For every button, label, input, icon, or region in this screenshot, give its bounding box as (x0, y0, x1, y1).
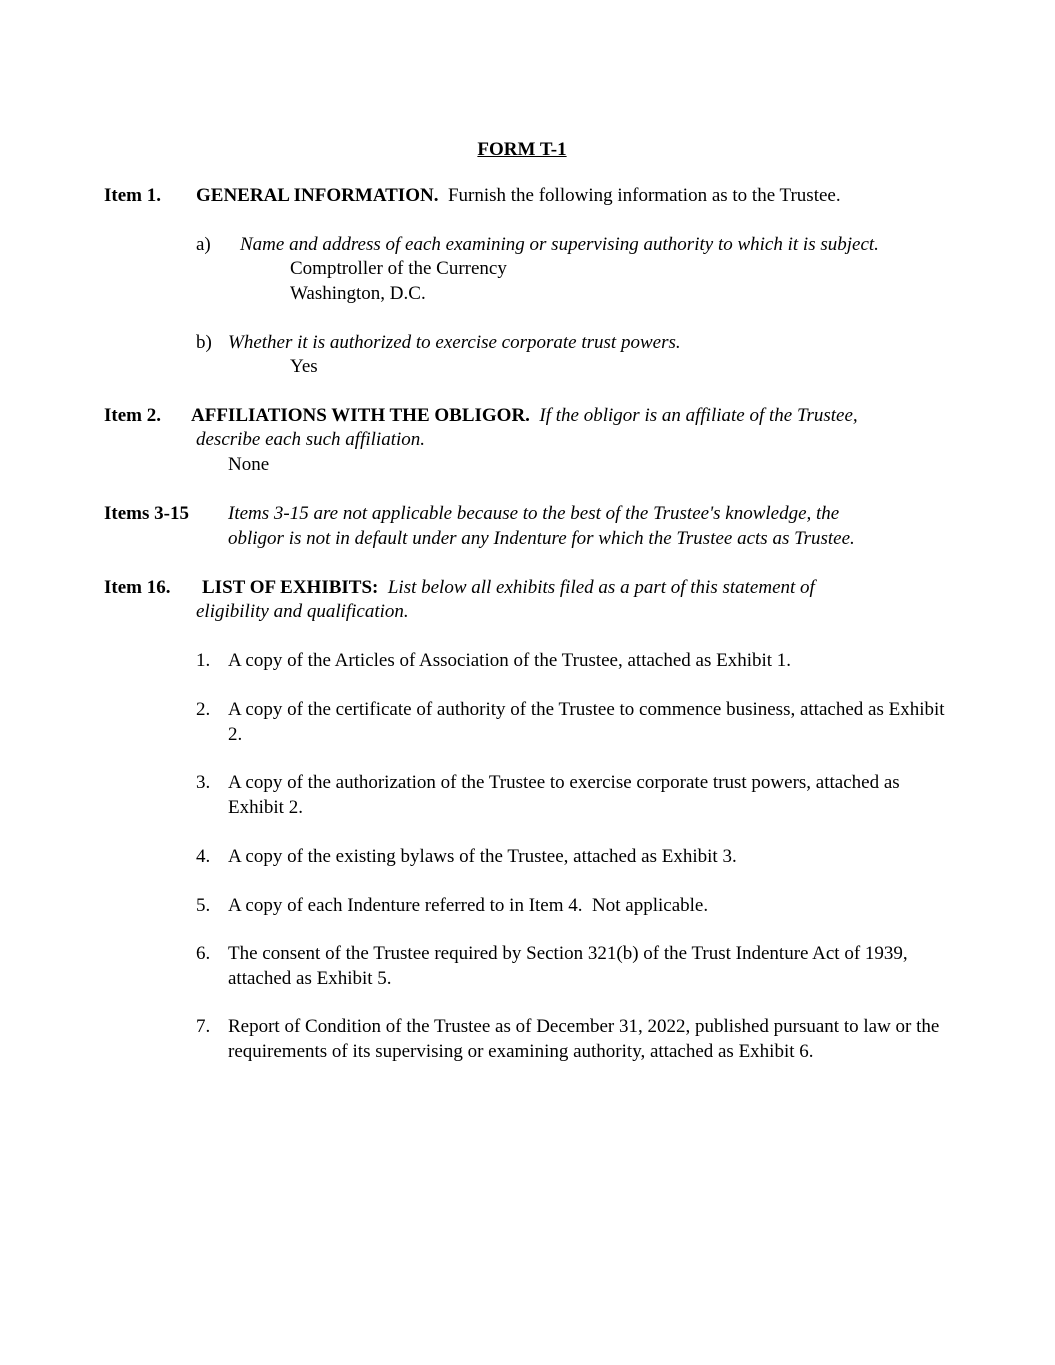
exhibit-text: Report of Condition of the Trustee as of December 31, 2022, published pursuant to law or the requirements of its supervising or examining authority, attached as Exhibit 6. (228, 1016, 940, 1062)
exhibit-text: A copy of each Indenture referred to in Item 4. Not applicable. (228, 895, 709, 916)
item2-text-line1: If the obligor is an affiliate of the Trustee, (539, 405, 858, 426)
exhibit-number: 6. (196, 943, 211, 964)
exhibit-text: A copy of the Articles of Association of the Trustee, attached as Exhibit 1. (228, 650, 792, 671)
exhibit-text: A copy of the existing bylaws of the Trustee, attached as Exhibit 3. (228, 846, 737, 867)
item16-text-line1: List below all exhibits filed as a part of this statement of (387, 577, 815, 598)
item2-heading-line (191, 404, 858, 429)
item2-answer: None (228, 454, 270, 475)
item1a-marker: a) (196, 234, 211, 255)
exhibit-number: 3. (196, 772, 211, 793)
item16-text-line2: eligibility and qualification. (196, 601, 409, 622)
items3-15-text-line2: obligor is not in default under any Indenture for which the Trustee acts as Trustee. (228, 528, 855, 549)
exhibit-text: A copy of the authorization of the Trustee to exercise corporate trust powers, attached as Exhibit 2. (228, 772, 900, 818)
exhibit-text: The consent of the Trustee required by Section 321(b) of the Trust Indenture Act of 1939, attached as Exhibit 5. (228, 943, 908, 989)
item1-label: Item 1. (104, 185, 161, 206)
item16-label: Item 16. (104, 577, 171, 598)
items3-15-text-line1: Items 3-15 are not applicable because to the best of the Trustee's knowledge, the (228, 503, 840, 524)
items3-15-label: Items 3-15 (104, 503, 189, 524)
form-title: FORM T-1 (477, 139, 567, 160)
item16-heading-line (202, 576, 815, 601)
exhibit-number: 5. (196, 895, 211, 916)
item1b-answer: Yes (290, 356, 318, 377)
item2-heading: AFFILIATIONS WITH THE OBLIGOR. (191, 405, 530, 426)
item1b-marker: b) (196, 332, 212, 353)
item2-text-line2: describe each such affiliation. (196, 429, 426, 450)
item1-text: Furnish the following information as to the Trustee. (447, 185, 841, 206)
item1a-question: Name and address of each examining or supervising authority to which it is subject. (240, 234, 879, 255)
item1-heading: GENERAL INFORMATION. (196, 185, 439, 206)
item1a-answer-line1: Comptroller of the Currency (290, 258, 507, 279)
exhibit-number: 4. (196, 846, 211, 867)
item1b-question: Whether it is authorized to exercise corporate trust powers. (228, 332, 681, 353)
exhibit-number: 1. (196, 650, 211, 671)
exhibit-number: 2. (196, 699, 211, 720)
item1a-answer-line2: Washington, D.C. (290, 283, 426, 304)
exhibit-text: A copy of the certificate of authority of the Trustee to commence business, attached as Exhibit 2. (228, 699, 945, 745)
exhibit-number: 7. (196, 1016, 211, 1037)
item1-heading-line (196, 184, 841, 209)
item16-heading: LIST OF EXHIBITS: (202, 577, 379, 598)
item2-label: Item 2. (104, 405, 161, 426)
